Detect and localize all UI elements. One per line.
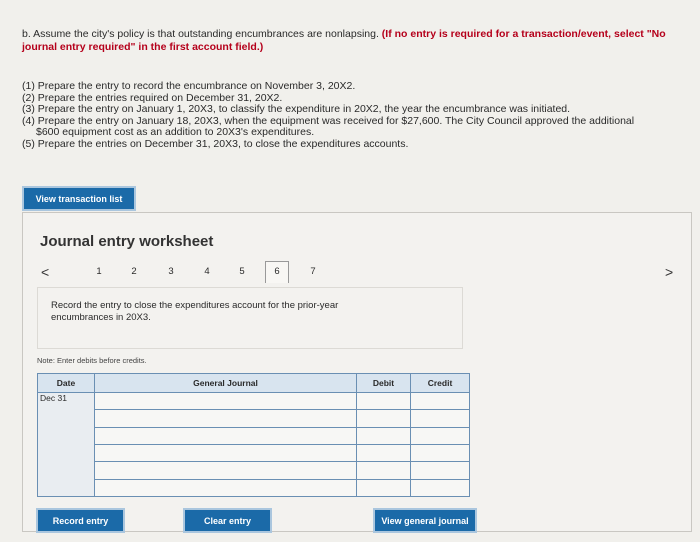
- debit-field[interactable]: [357, 427, 411, 444]
- credit-field[interactable]: [411, 410, 470, 427]
- tab-2[interactable]: 2: [131, 266, 137, 277]
- tab-1[interactable]: 1: [96, 266, 102, 277]
- step-item: (2) Prepare the entries required on December 31, 20X2.: [22, 91, 283, 104]
- step-item: (4) Prepare the entry on January 18, 20X3, when the equipment was received for $27,600. The City Council approved the additional: [22, 114, 635, 127]
- tab-3[interactable]: 3: [168, 266, 174, 277]
- debit-credit-note: Note: Enter debits before credits.: [37, 356, 147, 365]
- view-transaction-list-button[interactable]: View transaction list: [22, 186, 136, 211]
- tab-5[interactable]: 5: [239, 266, 245, 277]
- journal-header-row: [38, 374, 470, 393]
- step-item: $600 equipment cost as an addition to 20X3's expenditures.: [36, 126, 315, 138]
- credit-field[interactable]: [411, 444, 470, 461]
- next-arrow-icon[interactable]: >: [665, 264, 674, 280]
- view-general-journal-button[interactable]: View general journal: [373, 508, 477, 533]
- account-field[interactable]: [95, 410, 357, 427]
- debit-field[interactable]: [357, 462, 411, 479]
- journal-worksheet: [22, 212, 692, 532]
- tab-6[interactable]: 6: [265, 261, 289, 283]
- date-cell: [38, 393, 95, 497]
- table-row: [38, 479, 470, 496]
- account-field[interactable]: [95, 479, 357, 496]
- account-field[interactable]: [95, 444, 357, 461]
- table-row: [38, 410, 470, 427]
- instructions-warning: (If no entry is required for a transaction/event, select "No journal entry required" in the first account field.): [22, 28, 666, 53]
- step-item: (1) Prepare the entry to record the encumbrance on November 3, 20X2.: [22, 80, 356, 92]
- debit-field[interactable]: [357, 393, 411, 410]
- prev-arrow-icon[interactable]: <: [41, 264, 50, 280]
- step-item: (3) Prepare the entry on January 1, 20X3, to classify the expenditure in 20X2, the year the encumbrance was initiated.: [22, 103, 571, 115]
- general-journal-header: General Journal: [95, 374, 357, 393]
- account-field[interactable]: [95, 427, 357, 444]
- task-description: Record the entry to close the expenditures account for the prior-year encumbrances in 20X3.: [51, 300, 339, 323]
- record-entry-button[interactable]: Record entry: [36, 508, 125, 533]
- debit-header: Debit: [357, 374, 411, 393]
- credit-field[interactable]: [411, 479, 470, 496]
- account-field[interactable]: [95, 462, 357, 479]
- instructions: [22, 28, 692, 54]
- instructions-text: b. Assume the city's policy is that outstanding encumbrances are nonlapsing.: [22, 28, 382, 40]
- debit-field[interactable]: [357, 479, 411, 496]
- date-value: Dec 31: [40, 393, 67, 403]
- tab-4[interactable]: 4: [204, 266, 210, 277]
- task-box: [37, 287, 463, 349]
- table-row: [38, 444, 470, 461]
- worksheet-title: Journal entry worksheet: [40, 233, 214, 250]
- table-row: [38, 393, 470, 410]
- credit-header: Credit: [411, 374, 470, 393]
- credit-field[interactable]: [411, 462, 470, 479]
- table-row: [38, 427, 470, 444]
- debit-field[interactable]: [357, 410, 411, 427]
- tab-7[interactable]: 7: [310, 266, 316, 277]
- credit-field[interactable]: [411, 393, 470, 410]
- journal-table: [37, 373, 470, 497]
- date-header: Date: [38, 374, 95, 393]
- step-item: (5) Prepare the entries on December 31, 20X3, to close the expenditures accounts.: [22, 137, 409, 150]
- credit-field[interactable]: [411, 427, 470, 444]
- account-field[interactable]: [95, 393, 357, 410]
- table-row: [38, 462, 470, 479]
- clear-entry-button[interactable]: Clear entry: [183, 508, 272, 533]
- debit-field[interactable]: [357, 444, 411, 461]
- worksheet-pager: [37, 263, 677, 285]
- steps-list: [22, 81, 692, 150]
